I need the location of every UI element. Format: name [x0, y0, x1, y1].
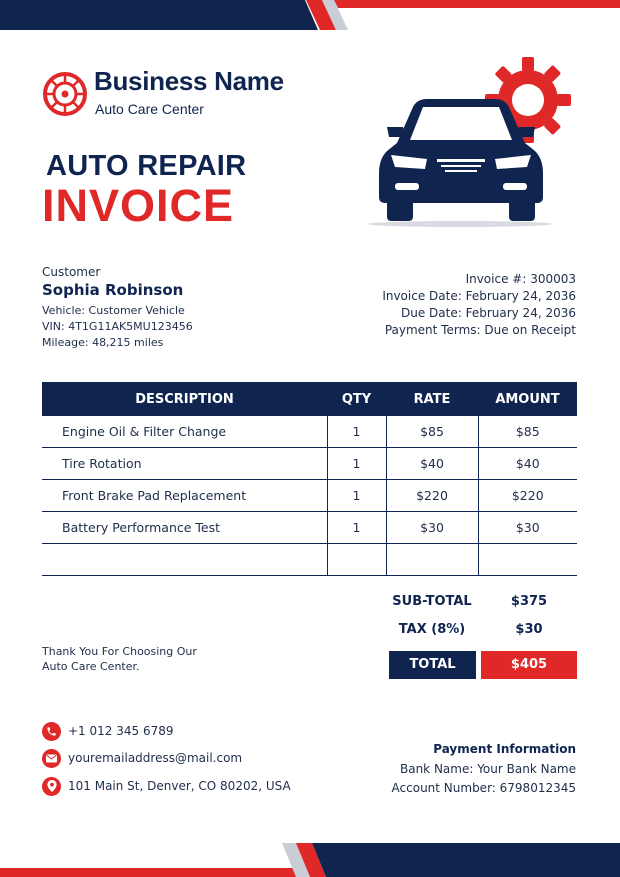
invoice-number: Invoice #: 300003 — [465, 272, 576, 286]
table-row — [42, 544, 577, 576]
due-date: Due Date: February 24, 2036 — [400, 306, 576, 320]
customer-name: Sophia Robinson — [42, 281, 184, 299]
header-amount: AMOUNT — [478, 382, 577, 416]
row-amount: $40 — [478, 448, 577, 480]
row-rate: $40 — [386, 448, 478, 480]
customer-label: Customer — [42, 265, 101, 279]
row-amount: $220 — [478, 480, 577, 512]
thank-you-line1: Thank You For Choosing Our — [42, 645, 197, 658]
row-amount: $30 — [478, 512, 577, 544]
row-description: Front Brake Pad Replacement — [42, 480, 327, 512]
payment-heading: Payment Information — [433, 742, 576, 756]
phone-text: +1 012 345 6789 — [68, 724, 174, 738]
thank-you-note — [42, 644, 197, 674]
thank-you-line2: Auto Care Center. — [42, 660, 140, 673]
line-items-table — [42, 382, 577, 576]
tax-label: TAX (8%) — [398, 622, 466, 637]
row-amount — [478, 544, 577, 576]
row-description: Battery Performance Test — [42, 512, 327, 544]
row-qty: 1 — [327, 448, 386, 480]
total-value: $405 — [481, 651, 577, 679]
customer-mileage: Mileage: 48,215 miles — [42, 336, 164, 349]
row-description: Tire Rotation — [42, 448, 327, 480]
top-corner-decoration — [0, 0, 620, 32]
row-rate: $220 — [386, 480, 478, 512]
row-amount: $85 — [478, 416, 577, 448]
payment-terms: Payment Terms: Due on Receipt — [384, 323, 576, 337]
customer-vin: VIN: 4T1G11AK5MU123456 — [42, 320, 193, 333]
row-qty: 1 — [327, 512, 386, 544]
mail-icon — [42, 749, 61, 768]
wheel-logo-icon — [42, 71, 88, 117]
table-header-row — [42, 382, 577, 416]
invoice-title-line2: INVOICE — [42, 180, 235, 231]
invoice-date: Invoice Date: February 24, 2036 — [382, 289, 576, 303]
customer-vehicle: Vehicle: Customer Vehicle — [42, 304, 185, 317]
business-subtitle: Auto Care Center — [95, 101, 204, 117]
header-qty: QTY — [327, 382, 386, 416]
invoice-title-line1: AUTO REPAIR — [46, 150, 247, 182]
contact-phone — [42, 721, 173, 741]
row-rate: $30 — [386, 512, 478, 544]
subtotal-value: $375 — [510, 594, 548, 609]
header-rate: RATE — [386, 382, 478, 416]
contact-address — [42, 776, 291, 796]
subtotal-label: SUB-TOTAL — [392, 594, 472, 609]
row-qty: 1 — [327, 480, 386, 512]
header-description: DESCRIPTION — [42, 382, 327, 416]
email-text: youremailaddress@mail.com — [68, 751, 243, 765]
row-rate: $85 — [386, 416, 478, 448]
bottom-corner-decoration — [0, 843, 620, 877]
address-text: 101 Main St, Denver, CO 80202, USA — [68, 779, 291, 793]
table-row — [42, 512, 577, 544]
table-row — [42, 480, 577, 512]
row-description: Engine Oil & Filter Change — [42, 416, 327, 448]
total-label: TOTAL — [389, 651, 476, 679]
row-description — [42, 544, 327, 576]
bank-name: Bank Name: Your Bank Name — [399, 762, 576, 776]
table-row — [42, 448, 577, 480]
tax-value: $30 — [515, 622, 543, 637]
location-pin-icon — [42, 777, 61, 796]
account-number: Account Number: 6798012345 — [391, 781, 576, 795]
row-rate — [386, 544, 478, 576]
row-qty — [327, 544, 386, 576]
business-name: Business Name — [94, 66, 284, 96]
phone-icon — [42, 722, 61, 741]
car-gear-illustration — [365, 55, 580, 230]
table-row — [42, 416, 577, 448]
row-qty: 1 — [327, 416, 386, 448]
contact-email — [42, 748, 242, 768]
